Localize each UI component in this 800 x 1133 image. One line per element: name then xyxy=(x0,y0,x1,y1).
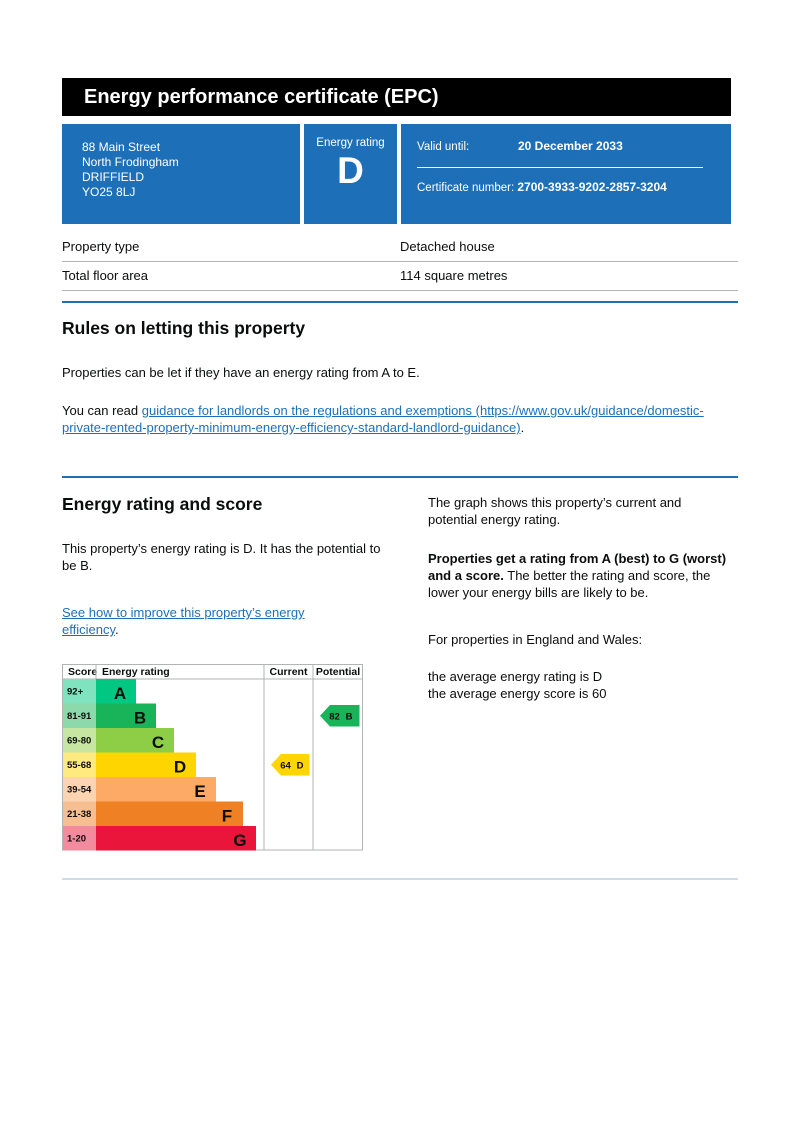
certificate-number-label: Certificate number: xyxy=(417,182,515,194)
page-title: Energy performance certificate (EPC) xyxy=(62,78,731,116)
address-line-2: North Frodingham xyxy=(82,155,179,169)
table-row xyxy=(62,233,738,262)
score-range-A: 92+ xyxy=(67,686,84,698)
rating-section xyxy=(62,494,738,856)
score-range-G: 1-20 xyxy=(67,833,87,845)
score-range-E: 39-54 xyxy=(67,784,92,796)
averages xyxy=(428,668,734,702)
property-type-value: Detached house xyxy=(400,239,495,254)
rating-heading: Energy rating and score xyxy=(62,494,263,514)
section-divider xyxy=(62,476,738,478)
band-letter-C: C xyxy=(151,733,165,752)
rating-right-column xyxy=(428,494,738,856)
band-bar-G xyxy=(96,826,256,851)
bottom-divider xyxy=(62,878,738,880)
energy-rating-header: Energy rating xyxy=(102,666,170,678)
validity-box xyxy=(401,124,731,224)
energy-rating-box xyxy=(304,124,397,224)
rating-explainer-rest: The better the rating and score, the lower your energy bills are likely to be. xyxy=(428,568,711,600)
rating-intro: This property’s energy rating is D. It has the potential to be B. xyxy=(62,541,381,573)
address-line-4: YO25 8LJ xyxy=(82,185,136,199)
epc-rating-chart xyxy=(62,664,428,856)
energy-rating-value: D xyxy=(337,150,364,191)
certificate-number-row xyxy=(417,180,703,194)
current-header: Current xyxy=(269,666,308,678)
score-range-C: 69-80 xyxy=(67,735,92,747)
valid-until-value: 20 December 2033 xyxy=(518,139,623,153)
band-letter-B: B xyxy=(133,708,147,728)
landlord-guidance-link[interactable]: guidance for landlords on the regulations and exemptions (https://www.gov.uk/guidance/domestic-private-rented-property-minimum-energy-efficiency-standard-landlord-guidance) xyxy=(62,403,704,435)
current-letter: D xyxy=(296,760,304,772)
summary-panel xyxy=(62,124,731,224)
band-letter-F: F xyxy=(221,806,233,826)
floor-area-label: Total floor area xyxy=(62,268,148,283)
band-letter-D: D xyxy=(173,757,187,777)
improve-efficiency-link[interactable]: See how to improve this property’s energy efficiency xyxy=(62,605,305,637)
england-wales-intro: For properties in England and Wales: xyxy=(428,632,643,647)
rating-explainer xyxy=(428,550,734,601)
section-divider xyxy=(62,301,738,303)
letting-rules-guidance xyxy=(62,402,738,436)
rating-explainer-bold: Properties get a rating from A (best) to G (worst) and a score. xyxy=(428,551,727,583)
valid-until-label: Valid until: xyxy=(417,141,470,153)
improve-suffix: . xyxy=(115,622,119,637)
average-score: the average energy score is 60 xyxy=(428,686,607,701)
guidance-prefix: You can read xyxy=(62,403,142,418)
band-letter-E: E xyxy=(194,782,206,801)
potential-score: 82 xyxy=(329,711,340,723)
address-line-3: DRIFFIELD xyxy=(82,170,145,184)
epc-rating-graph xyxy=(62,664,363,851)
rating-left-column xyxy=(62,494,428,856)
score-range-F: 21-38 xyxy=(67,809,92,820)
score-range-B: 81-91 xyxy=(67,711,92,722)
property-type-label: Property type xyxy=(62,239,140,254)
floor-area-value: 114 square metres xyxy=(400,268,508,283)
potential-letter: B xyxy=(345,711,353,723)
property-details-table xyxy=(62,233,738,291)
energy-rating-label: Energy rating xyxy=(316,137,385,149)
improve-paragraph xyxy=(62,604,362,638)
table-row xyxy=(62,262,738,291)
potential-header: Potential xyxy=(315,666,361,678)
certificate-number-value: 2700-3933-9202-2857-3204 xyxy=(517,180,667,194)
address-line-1: 88 Main Street xyxy=(82,140,161,154)
score-header: Score xyxy=(68,666,98,678)
graph-explainer: The graph shows this property’s current and potential energy rating. xyxy=(428,495,682,527)
band-bar-B xyxy=(96,704,156,729)
valid-until-row xyxy=(417,139,703,153)
guidance-suffix: . xyxy=(520,420,525,435)
letting-rules-paragraph: Properties can be let if they have an energy rating from A to E. xyxy=(62,365,420,380)
band-letter-A: A xyxy=(113,684,127,703)
property-address xyxy=(62,124,300,224)
validity-separator xyxy=(417,167,703,168)
average-rating: the average energy rating is D xyxy=(428,669,603,684)
current-score: 64 xyxy=(280,760,291,772)
band-letter-G: G xyxy=(233,831,247,850)
score-range-D: 55-68 xyxy=(67,760,92,771)
letting-rules-heading: Rules on letting this property xyxy=(62,318,306,338)
